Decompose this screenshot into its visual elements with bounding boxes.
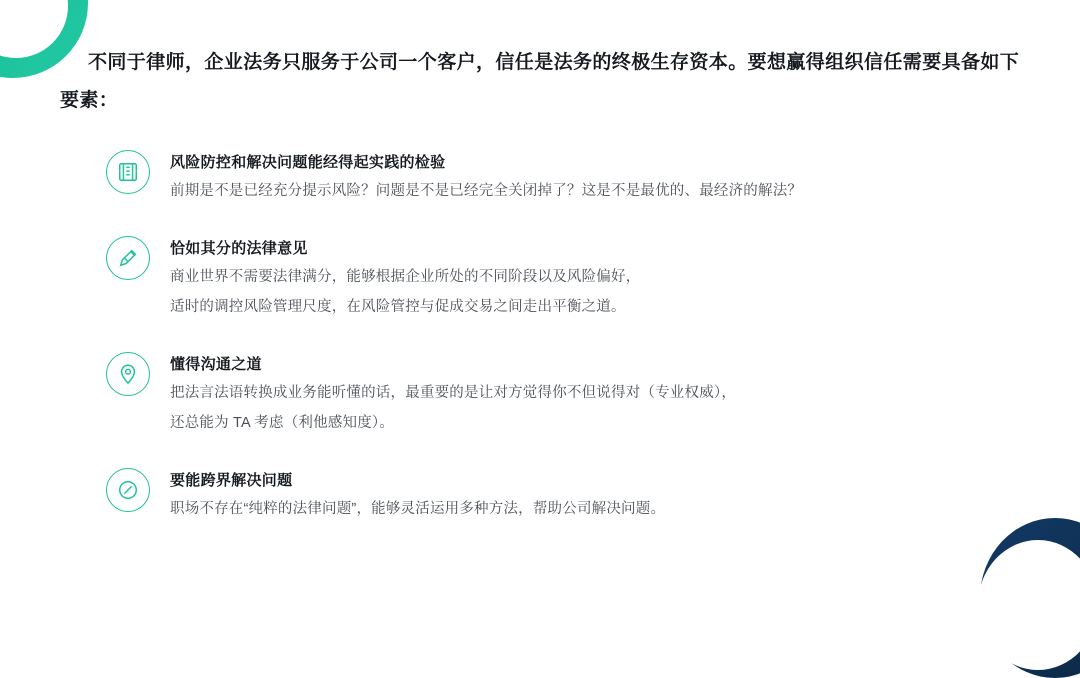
list-item-line: 职场不存在“纯粹的法律问题”，能够灵活运用多种方法，帮助公司解决问题。 [170,501,666,517]
list-item-texts [170,466,1006,524]
list-item-line: 把法言法语转换成业务能听懂的话，最重要的是让对方觉得你不但说得对（专业权威）， [170,385,737,401]
list-item [106,234,1006,322]
list-item [106,466,1006,524]
list-item-line: 还总能为 TA 考虑（利他感知度）。 [170,415,395,431]
page-title-text: 不同于律师，企业法务只服务于公司一个客户，信任是法务的终极生存资本。要想赢得组织信任需要具备如下要素： [60,52,1020,111]
list-item-texts [170,350,1006,438]
location-pin-icon [106,352,150,396]
building-checklist-icon [106,150,150,194]
list-item-title: 风险防控和解决问题能经得起实践的检验 [170,154,446,171]
list-item-title: 懂得沟通之道 [170,356,262,373]
list-item-title: 恰如其分的法律意见 [170,240,308,257]
page-title [60,44,1020,120]
requirements-list [106,148,1006,524]
list-item [106,350,1006,438]
compass-icon [106,468,150,512]
list-item-title: 要能跨界解决问题 [170,472,293,489]
list-item-line: 适时的调控风险管理尺度，在风险管控与促成交易之间走出平衡之道。 [170,299,626,315]
list-item [106,148,1006,206]
list-item-line: 前期是不是已经充分提示风险？问题是不是已经完全关闭掉了？这是不是最优的、最经济的解法？ [170,183,803,199]
bottom-right-decoration-cutout [978,540,1080,670]
list-item-line: 商业世界不需要法律满分，能够根据企业所处的不同阶段以及风险偏好， [170,269,641,285]
list-item-texts [170,148,1006,206]
list-item-texts [170,234,1006,322]
pencil-document-icon [106,236,150,280]
